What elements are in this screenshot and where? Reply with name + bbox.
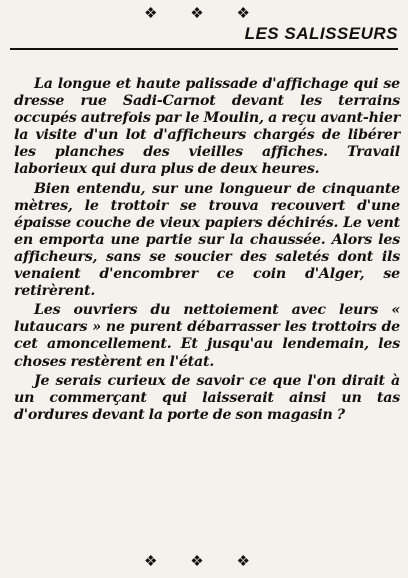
title-rule bbox=[10, 48, 398, 50]
paragraph-1: La longue et haute palissade d'affichage qui se dresse rue Sadi-Carnot devant les terrains occupés autrefois par le Moulin, a reçu avant-hier la visite d'un lot d'afficheurs chargés de libérer les planches des vieilles affiches. Travail laborieux qui dura plus de deux heures. bbox=[14, 76, 400, 178]
article-body bbox=[14, 76, 400, 424]
ornament-top: ❖ ❖ ❖ bbox=[144, 4, 264, 22]
paragraph-4: Je serais curieux de savoir ce que l'on dirait à un commerçant qui laisserait ainsi un tas d'ordures devant la porte de son magasin ? bbox=[14, 372, 400, 423]
ornament-bottom: ❖ ❖ ❖ bbox=[144, 552, 264, 570]
article-title: LES SALISSEURS bbox=[244, 24, 398, 43]
paragraph-3: Les ouvriers du nettoiement avec leurs « lutaucars » ne purent débarrasser les trottoirs de cet amoncellement. Et jusqu'au lendemain, les choses restèrent en l'état. bbox=[14, 302, 400, 370]
paragraph-2: Bien entendu, sur une longueur de cinquante mètres, le trottoir se trouva recouvert d'une épaisse couche de vieux papiers déchirés. Le vent en emporta une partie sur la chaussée. Alors les afficheurs, sans se soucier des saletés dont ils venaient d'encombrer ce coin d'Alger, se retirèrent. bbox=[14, 180, 400, 300]
